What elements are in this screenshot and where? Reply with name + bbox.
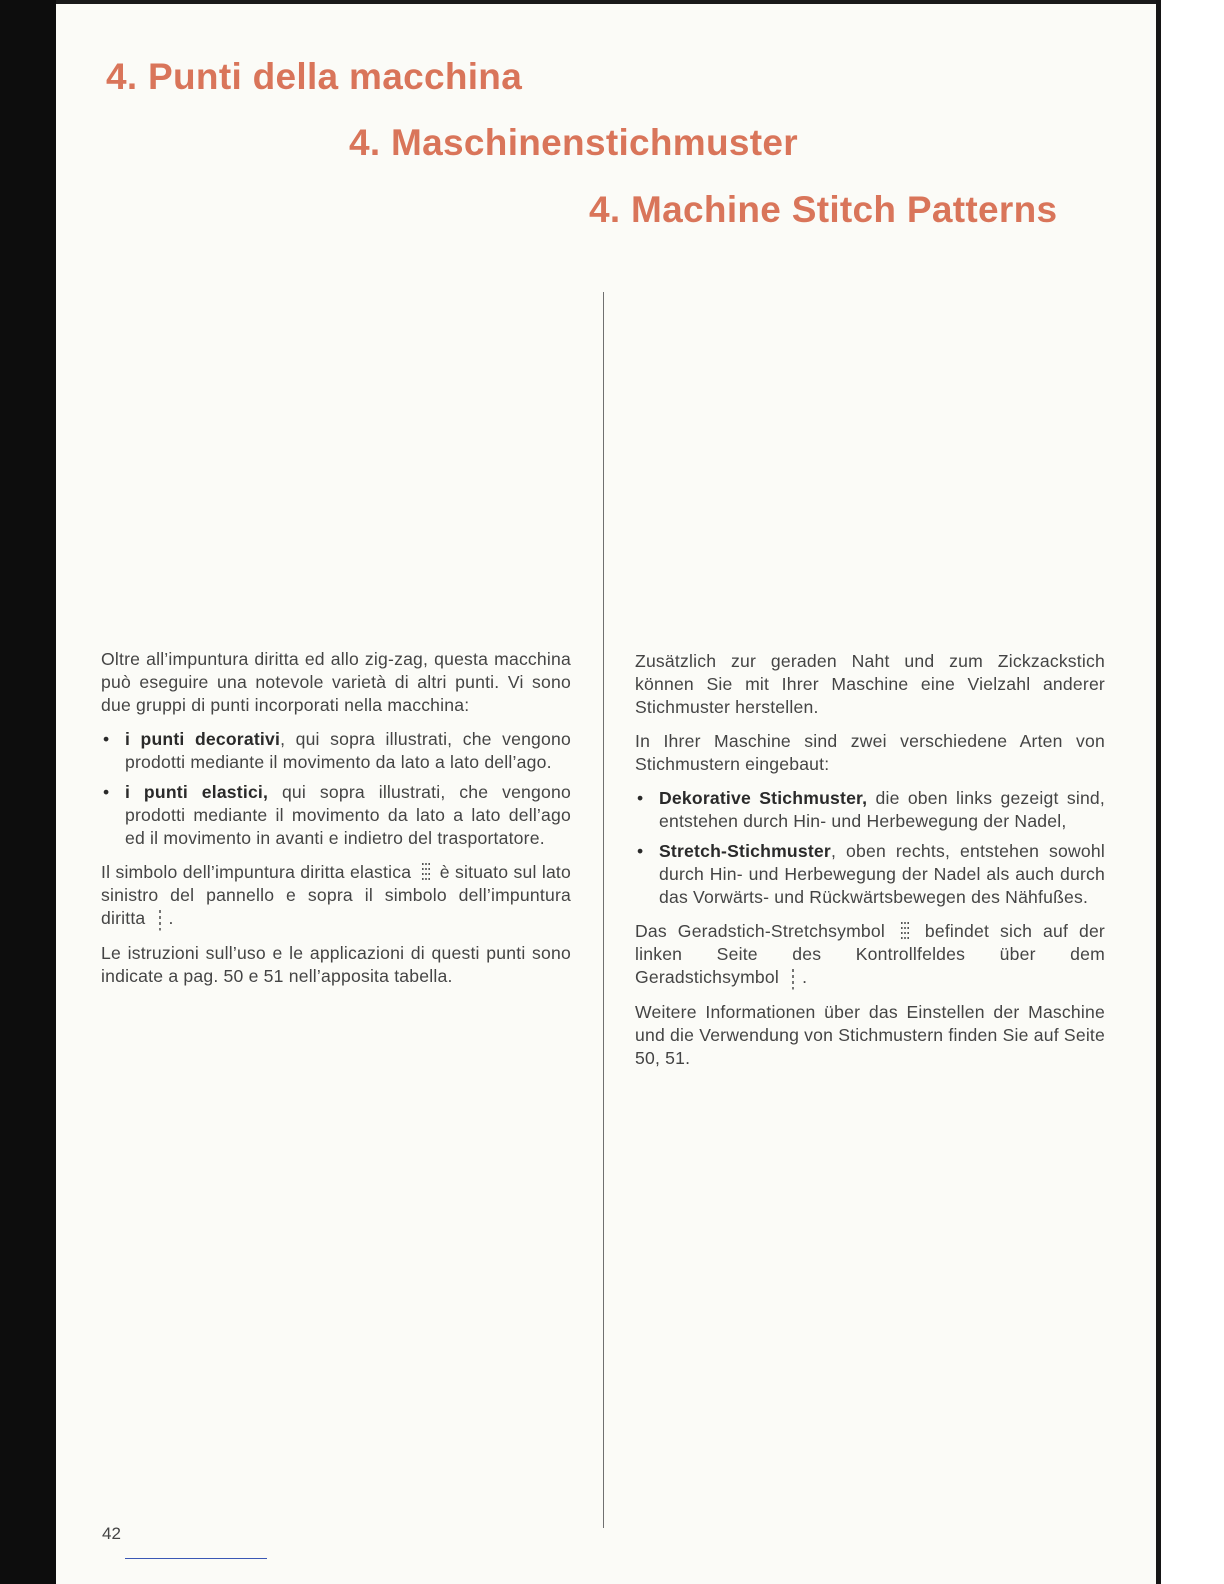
scan-border-right [1156,0,1161,1584]
italian-column [101,648,571,999]
italian-symbol-text-b: è situato sul lato sinistro del pannello e sopra il simbolo dell’impuntura diritta [101,862,571,929]
italian-intro: Oltre all’impuntura diritta ed allo zig-zag, questa macchina può eseguire una notevole varietà di altri punti. Vi sono due gruppi di punti incorporati nella macchina: [101,649,571,715]
column-divider [603,292,604,1528]
german-symbol-text-b: befindet sich auf der linken Seite des Kontrollfeldes über dem Geradstichsymbol [635,921,1105,988]
bullet-icon: • [637,788,644,808]
straight-stitch-icon [788,968,798,990]
list-item [635,787,1105,833]
italian-bullet-list [101,728,571,850]
german-bullet2-text: , oben rechts, entstehen sowohl durch Hin- und Herbewegung der Nadel als auch durch das Vorwärts- und Rückwärtsbewegen des Nähfußes. [659,841,1105,907]
scan-border-left [0,0,56,1584]
german-symbol-paragraph [635,920,1105,990]
heading-english: 4. Machine Stitch Patterns [589,189,1058,230]
heading-italian: 4. Punti della macchina [106,56,523,97]
heading-german: 4. Maschinenstichmuster [349,122,798,163]
list-item [101,728,571,774]
scan-artifact-line [125,1558,267,1559]
german-intro2: In Ihrer Maschine sind zwei verschiedene Arten von Stichmustern eingebaut: [635,731,1105,774]
german-column [635,650,1105,1081]
german-symbol-text-c: . [802,967,808,988]
bullet-icon: • [637,841,644,861]
german-bullet1-text: die oben links gezeigt sind, entstehen durch Hin- und Herbewegung der Nadel, [659,788,1106,831]
german-bullet-list [635,787,1105,909]
page-number: 42 [102,1524,121,1543]
italian-bullet2-text: qui sopra illustrati, che vengono prodotti mediante il movimento da lato a lato dell’ago ed il movimento in avanti e indietro del trasportatore. [125,782,571,848]
stretch-straight-stitch-icon [900,921,910,943]
italian-bullet2-bold: i punti elastici, [125,782,269,802]
italian-symbol-text-c: . [168,908,174,929]
german-more-info: Weitere Informationen über das Einstellen der Maschine und die Verwendung von Stichmustern finden Sie auf Seite 50, 51. [635,1001,1105,1068]
german-bullet1-bold: Dekorative Stichmuster, [659,788,868,808]
italian-symbol-text-a: Il simbolo dell’impuntura diritta elastica [101,862,412,882]
bullet-icon: • [103,782,110,802]
italian-symbol-paragraph [101,861,571,931]
stretch-straight-stitch-icon [421,862,431,884]
german-symbol-text-a: Das Geradstich-Stretchsymbol [635,921,886,941]
german-intro: Zusätzlich zur geraden Naht und zum Zickzackstich können Sie mit Ihrer Maschine eine Vielzahl anderer Stichmuster herstellen. [635,651,1105,717]
bullet-icon: • [103,729,110,749]
straight-stitch-icon [155,909,165,931]
italian-bullet1-bold: i punti decorativi [125,729,281,749]
german-bullet2-bold: Stretch-Stichmuster [659,841,831,861]
italian-instructions: Le istruzioni sull’uso e le applicazioni di questi punti sono indicate a pag. 50 e 51 nell’apposita tabella. [101,942,571,986]
italian-bullet1-text: , qui sopra illustrati, che vengono prodotti mediante il movimento da lato a lato dell’ago. [125,729,571,772]
scan-margin-right [1158,0,1224,1584]
list-item [101,781,571,850]
list-item [635,840,1105,909]
